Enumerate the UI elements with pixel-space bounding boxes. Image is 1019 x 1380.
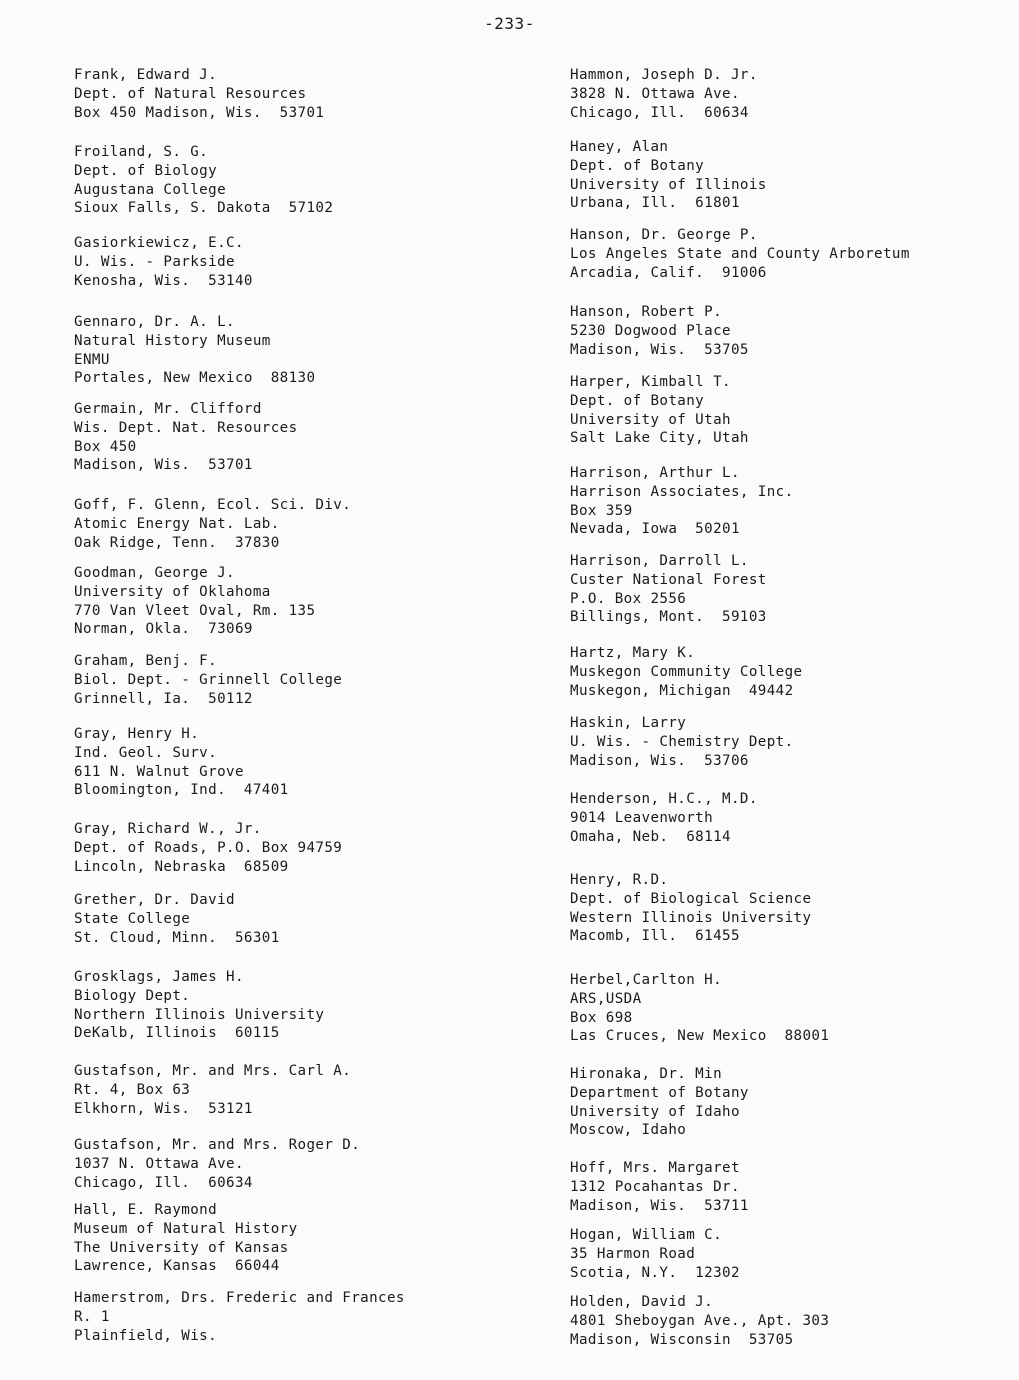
entry-address-line: Dept. of Natural Resources — [74, 85, 307, 102]
entry-name: Henry, R.D. — [570, 872, 669, 888]
address-entry — [74, 496, 351, 552]
entry-address-line: Natural History Museum — [74, 332, 271, 349]
entry-address-line: 770 Van Vleet Oval, Rm. 135 — [74, 602, 316, 619]
entry-name: Haskin, Larry — [570, 715, 687, 731]
entry-address-line: Omaha, Neb. 68114 — [570, 828, 731, 845]
address-entry — [74, 820, 342, 876]
entry-address-line: Chicago, Ill. 60634 — [570, 104, 749, 121]
entry-address-line: Dept. of Roads, P.O. Box 94759 — [74, 839, 343, 856]
address-entry — [74, 1201, 298, 1276]
address-entry — [74, 313, 315, 388]
entry-name: Goodman, George J. — [74, 565, 235, 581]
entry-address-line: Box 698 — [570, 1009, 633, 1026]
entry-name: Harrison, Arthur L. — [570, 465, 740, 481]
entry-name: Hamerstrom, Drs. Frederic and Frances — [74, 1290, 405, 1306]
entry-name: Frank, Edward J. — [74, 67, 218, 83]
entry-address-line: R. 1 — [74, 1308, 110, 1325]
entry-name: Hoff, Mrs. Margaret — [570, 1160, 740, 1176]
entry-address-line: St. Cloud, Minn. 56301 — [74, 929, 280, 946]
entry-address-line: Lawrence, Kansas 66044 — [74, 1258, 280, 1275]
address-entry — [74, 564, 315, 639]
entry-name: Hammon, Joseph D. Jr. — [570, 67, 758, 83]
address-entry — [74, 66, 324, 122]
entry-address-line: Moscow, Idaho — [570, 1122, 687, 1139]
entry-address-line: Biol. Dept. - Grinnell College — [74, 671, 343, 688]
entry-address-line: Salt Lake City, Utah — [570, 430, 749, 447]
entry-name: Hartz, Mary K. — [570, 645, 696, 661]
entry-address-line: The University of Kansas — [74, 1239, 289, 1256]
entry-address-line: Wis. Dept. Nat. Resources — [74, 419, 298, 436]
entry-name: Harrison, Darroll L. — [570, 553, 749, 569]
entry-address-line: Madison, Wisconsin 53705 — [570, 1331, 794, 1348]
entry-address-line: Biology Dept. — [74, 987, 191, 1004]
entry-name: Henderson, H.C., M.D. — [570, 791, 758, 807]
entry-address-line: Madison, Wis. 53705 — [570, 341, 749, 358]
entry-name: Froiland, S. G. — [74, 144, 209, 160]
address-entry — [570, 226, 910, 282]
entry-address-line: Harrison Associates, Inc. — [570, 483, 794, 500]
entry-address-line: Northern Illinois University — [74, 1006, 325, 1023]
entry-name: Hall, E. Raymond — [74, 1202, 218, 1218]
address-entry — [570, 303, 749, 359]
entry-address-line: Norman, Okla. 73069 — [74, 621, 253, 638]
address-entry — [74, 1289, 405, 1345]
address-entry — [570, 1159, 749, 1215]
entry-name: Gustafson, Mr. and Mrs. Roger D. — [74, 1137, 361, 1153]
entry-address-line: University of Illinois — [570, 176, 767, 193]
entry-address-line: Macomb, Ill. 61455 — [570, 928, 740, 945]
entry-address-line: Los Angeles State and County Arboretum — [570, 245, 910, 262]
entry-name: Gasiorkiewicz, E.C. — [74, 235, 244, 251]
entry-address-line: Muskegon, Michigan 49442 — [570, 682, 794, 699]
entry-address-line: Augustana College — [74, 181, 227, 198]
entry-name: Goff, F. Glenn, Ecol. Sci. Div. — [74, 497, 352, 513]
entry-name: Harper, Kimball T. — [570, 374, 731, 390]
entry-address-line: 1037 N. Ottawa Ave. — [74, 1155, 244, 1172]
entry-address-line: Portales, New Mexico 88130 — [74, 370, 316, 387]
entry-address-line: Rt. 4, Box 63 — [74, 1081, 191, 1098]
entry-address-line: Dept. of Botany — [570, 157, 705, 174]
entry-address-line: Billings, Mont. 59103 — [570, 609, 767, 626]
address-entry — [570, 1065, 749, 1140]
entry-name: Gustafson, Mr. and Mrs. Carl A. — [74, 1063, 352, 1079]
entry-address-line: 5230 Dogwood Place — [570, 322, 731, 339]
entry-address-line: Lincoln, Nebraska 68509 — [74, 858, 289, 875]
entry-address-line: Kenosha, Wis. 53140 — [74, 272, 253, 289]
address-entry — [570, 373, 749, 448]
entry-name: Holden, David J. — [570, 1294, 714, 1310]
entry-address-line: Box 450 Madison, Wis. 53701 — [74, 104, 325, 121]
entry-address-line: Madison, Wis. 53701 — [74, 457, 253, 474]
page-number: -233- — [484, 14, 535, 33]
address-entry — [74, 400, 298, 475]
entry-address-line: ENMU — [74, 351, 110, 368]
address-entry — [74, 1062, 351, 1118]
entry-address-line: Madison, Wis. 53706 — [570, 752, 749, 769]
address-entry — [74, 1136, 360, 1192]
entry-address-line: Muskegon Community College — [570, 663, 803, 680]
entry-address-line: Custer National Forest — [570, 571, 767, 588]
entry-address-line: 3828 N. Ottawa Ave. — [570, 85, 740, 102]
entry-address-line: University of Utah — [570, 411, 731, 428]
entry-address-line: P.O. Box 2556 — [570, 590, 687, 607]
entry-address-line: U. Wis. - Chemistry Dept. — [570, 733, 794, 750]
entry-name: Herbel,Carlton H. — [570, 972, 723, 988]
entry-address-line: Box 450 — [74, 438, 137, 455]
address-entry — [570, 464, 794, 539]
address-entry — [570, 714, 794, 770]
entry-name: Hogan, William C. — [570, 1227, 723, 1243]
entry-address-line: 1312 Pocahantas Dr. — [570, 1178, 740, 1195]
entry-address-line: U. Wis. - Parkside — [74, 253, 235, 270]
entry-name: Grether, Dr. David — [74, 892, 235, 908]
address-entry — [570, 871, 811, 946]
entry-address-line: Urbana, Ill. 61801 — [570, 195, 740, 212]
address-entry — [570, 138, 767, 213]
entry-address-line: Sioux Falls, S. Dakota 57102 — [74, 200, 334, 217]
entry-address-line: Museum of Natural History — [74, 1220, 298, 1237]
entry-address-line: Arcadia, Calif. 91006 — [570, 264, 767, 281]
entry-address-line: University of Oklahoma — [74, 583, 271, 600]
entry-address-line: Scotia, N.Y. 12302 — [570, 1264, 740, 1281]
address-entry — [74, 891, 280, 947]
entry-address-line: Plainfield, Wis. — [74, 1327, 218, 1344]
address-entry — [570, 790, 758, 846]
address-entry — [570, 552, 767, 627]
entry-address-line: Dept. of Biological Science — [570, 890, 812, 907]
entry-address-line: University of Idaho — [570, 1103, 740, 1120]
entry-address-line: Chicago, Ill. 60634 — [74, 1174, 253, 1191]
entry-address-line: DeKalb, Illinois 60115 — [74, 1025, 280, 1042]
entry-name: Hanson, Dr. George P. — [570, 227, 758, 243]
address-entry — [570, 66, 758, 122]
entry-name: Hanson, Robert P. — [570, 304, 723, 320]
entry-address-line: Western Illinois University — [570, 909, 812, 926]
entry-name: Graham, Benj. F. — [74, 653, 218, 669]
address-entry — [570, 1293, 829, 1349]
entry-address-line: Department of Botany — [570, 1084, 749, 1101]
address-entry — [570, 1226, 740, 1282]
address-entry — [570, 971, 829, 1046]
entry-name: Haney, Alan — [570, 139, 669, 155]
address-entry — [570, 644, 802, 700]
entry-name: Grosklags, James H. — [74, 969, 244, 985]
entry-name: Gray, Henry H. — [74, 726, 200, 742]
entry-address-line: 9014 Leavenworth — [570, 809, 714, 826]
entry-address-line: Dept. of Biology — [74, 162, 218, 179]
entry-address-line: Atomic Energy Nat. Lab. — [74, 515, 280, 532]
address-entry — [74, 725, 289, 800]
entry-address-line: Box 359 — [570, 502, 633, 519]
entry-address-line: Madison, Wis. 53711 — [570, 1197, 749, 1214]
entry-address-line: Elkhorn, Wis. 53121 — [74, 1100, 253, 1117]
entry-name: Germain, Mr. Clifford — [74, 401, 262, 417]
entry-address-line: Dept. of Botany — [570, 392, 705, 409]
entry-address-line: 611 N. Walnut Grove — [74, 763, 244, 780]
entry-name: Hironaka, Dr. Min — [570, 1066, 723, 1082]
entry-address-line: Oak Ridge, Tenn. 37830 — [74, 534, 280, 551]
address-entry — [74, 968, 324, 1043]
entry-address-line: State College — [74, 910, 191, 927]
entry-address-line: 4801 Sheboygan Ave., Apt. 303 — [570, 1312, 830, 1329]
entry-name: Gray, Richard W., Jr. — [74, 821, 262, 837]
entry-address-line: Grinnell, Ia. 50112 — [74, 690, 253, 707]
entry-address-line: 35 Harmon Road — [570, 1245, 696, 1262]
entry-address-line: ARS,USDA — [570, 990, 642, 1007]
entry-address-line: Bloomington, Ind. 47401 — [74, 782, 289, 799]
entry-address-line: Ind. Geol. Surv. — [74, 744, 218, 761]
address-entry — [74, 652, 342, 708]
entry-address-line: Las Cruces, New Mexico 88001 — [570, 1028, 830, 1045]
address-entry — [74, 143, 333, 218]
address-entry — [74, 234, 253, 290]
entry-name: Gennaro, Dr. A. L. — [74, 314, 235, 330]
entry-address-line: Nevada, Iowa 50201 — [570, 521, 740, 538]
